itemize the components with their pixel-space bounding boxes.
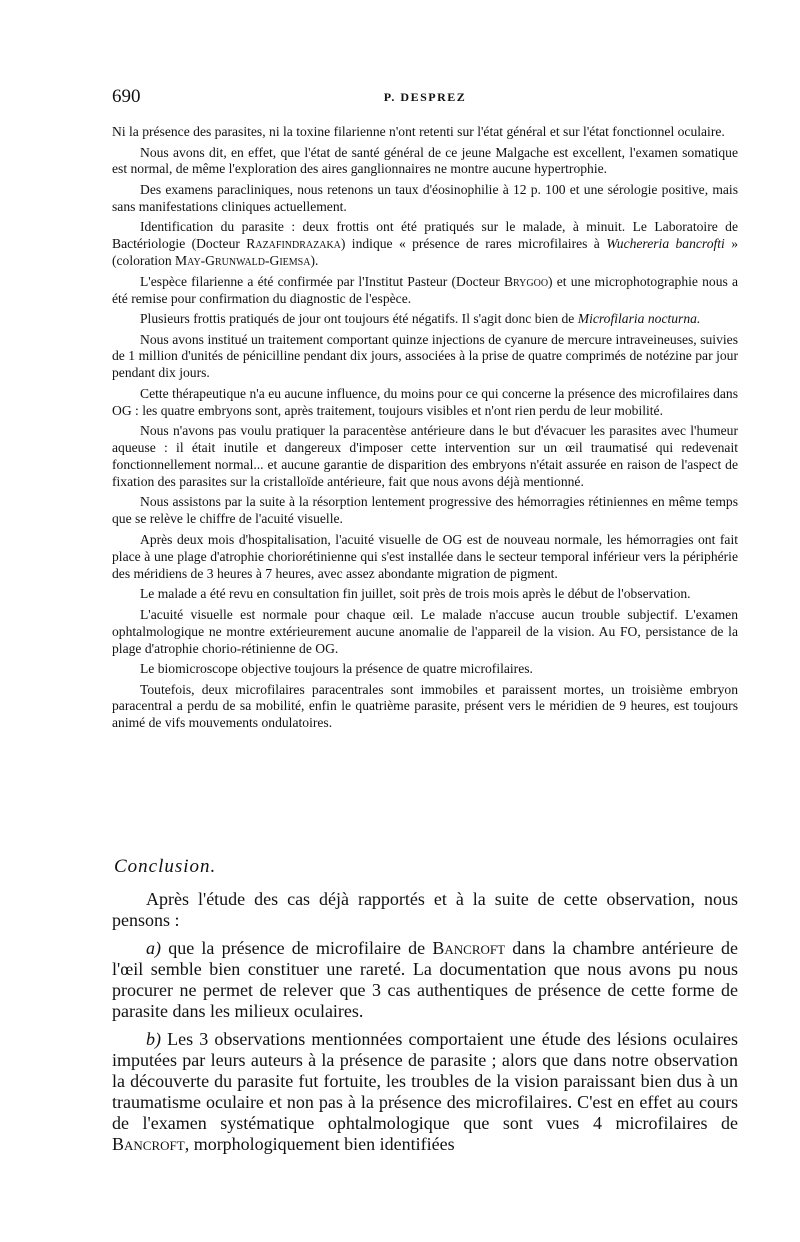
paragraph: Après deux mois d'hospitalisation, l'acuité visuelle de OG est de nouveau normale, les hémorragies ont fait place à une plage d'atrophie choriorétinienne qui s'est installée dans le secteur temporal inférieur vers la périphérie des méridiens de 3 heures à 7 heures, avec assez abondante migration de pigment. (112, 531, 738, 581)
conclusion-point-b: b) Les 3 observations mentionnées comportaient une étude des lésions oculaires imputées par leurs auteurs à la présence de parasite ; alors que dans notre observation la découverte du parasite fut fortuite, les troubles de la vision paraissant bien dus à un traumatisme oculaire et non pas à la présence des microfilaires. C'est en effet au cours de l'examen systématique ophtalmologique que sont vues 4 microfilaires de Bancroft, morphologiquement bien identifiées (112, 1029, 738, 1154)
paragraph: Nous avons institué un traitement comportant quinze injections de cyanure de mercure intraveineuses, suivies de 1 million d'unités de pénicilline pendant dix jours, associées à la prise de quatre comprimés de notézine par jour pendant dix jours. (112, 331, 738, 381)
conclusion-point-a: a) que la présence de microfilaire de Bancroft dans la chambre antérieure de l'œil semble bien constituer une rareté. La documentation que nous avons pu nous procurer ne permet de relever que 3 cas authentiques de présence de cette forme de parasite dans les milieux oculaires. (112, 938, 738, 1021)
author-name: Razafindrazaka (246, 236, 341, 252)
paragraph: Nous n'avons pas voulu pratiquer la paracentèse antérieure dans le but d'évacuer les parasites avec l'humeur aqueuse : il était inutile et dangereux d'imposer cette intervention sur un œil traumatisé qui redevenait fonctionnellement normal... et aucune garantie de disparition des embryons n'était assurée en raison de l'aspect de fixation des parasites sur la cristalloïde antérieure, fait que nous avons déjà mentionné. (112, 423, 738, 489)
paragraph: L'espèce filarienne a été confirmée par l'Institut Pasteur (Docteur Brygoo) et une microphotographie nous a été remise pour confirmation du diagnostic de l'espèce. (112, 273, 738, 306)
author-name: Bancroft (432, 938, 506, 958)
species-name: Microfilaria nocturna. (577, 311, 701, 327)
list-marker: b) (146, 1029, 161, 1049)
paragraph: Ni la présence des parasites, ni la toxine filarienne n'ont retenti sur l'état général et sur l'état fonctionnel oculaire. (112, 124, 725, 139)
conclusion-intro: Après l'étude des cas déjà rapportés et à la suite de cette observation, nous pensons : (112, 889, 738, 930)
paragraph: Le malade a été revu en consultation fin juillet, soit près de trois mois après le début de l'observation. (140, 586, 691, 602)
observation-text (112, 124, 738, 736)
section-title-conclusion: Conclusion. (114, 856, 217, 877)
stain-name: May-Grunwald-Giemsa (175, 253, 311, 269)
paragraph: Cette thérapeutique n'a eu aucune influence, du moins pour ce qui concerne la présence des microfilaires dans OG : les quatre embryons sont, après traitement, toujours visibles et n'ont rien perdu de leur mobilité. (112, 385, 738, 418)
paragraph: Nous assistons par la suite à la résorption lentement progressive des hémorragies rétiniennes en même temps que se relève le chiffre de l'acuité visuelle. (112, 494, 738, 527)
page-header (112, 86, 738, 106)
species-name: Wuchereria bancrofti (606, 236, 725, 252)
paragraph: Plusieurs frottis pratiqués de jour ont toujours été négatifs. Il s'agit donc bien de Microfilaria nocturna. (140, 311, 701, 327)
page-number: 690 (112, 86, 141, 107)
author-name: Brygoo (503, 273, 549, 289)
paragraph: Le biomicroscope objective toujours la présence de quatre microfilaires. (140, 661, 533, 676)
author-name: Bancroft (112, 1134, 185, 1154)
paragraph: Identification du parasite : deux frottis ont été pratiqués sur le malade, à minuit. Le Laboratoire de Bactériologie (Docteur Razafindrazaka) indique « présence de rares microfilaires à Wuchereria bancrofti » (coloration May-Grunwald-Giemsa). (112, 219, 738, 269)
list-marker: a) (146, 938, 161, 958)
paragraph: Nous avons dit, en effet, que l'état de santé général de ce jeune Malgache est excellent, l'examen somatique est normal, de même l'exploration des aires ganglionnaires ne montre aucune hypertrophie. (112, 144, 738, 177)
paragraph: Toutefois, deux microfilaires paracentrales sont immobiles et paraissent mortes, un troisième embryon paracentral a perdu de sa mobilité, enfin le quatrième parasite, présent vers le méridien de 9 heures, est toujours animé de vifs mouvements ondulatoires. (112, 681, 738, 731)
running-head: P. DESPREZ (383, 90, 467, 104)
paragraph: Des examens paracliniques, nous retenons un taux d'éosinophilie à 12 p. 100 et une sérologie positive, mais sans manifestations cliniques actuellement. (112, 181, 738, 214)
conclusion-text (112, 889, 738, 1162)
paragraph: L'acuité visuelle est normale pour chaque œil. Le malade n'accuse aucun trouble subjectif. L'examen ophtalmologique ne montre extérieurement aucune anomalie de l'appareil de la vision. Au FO, persistance de la plage d'atrophie chorio-rétinienne de OG. (112, 606, 738, 656)
